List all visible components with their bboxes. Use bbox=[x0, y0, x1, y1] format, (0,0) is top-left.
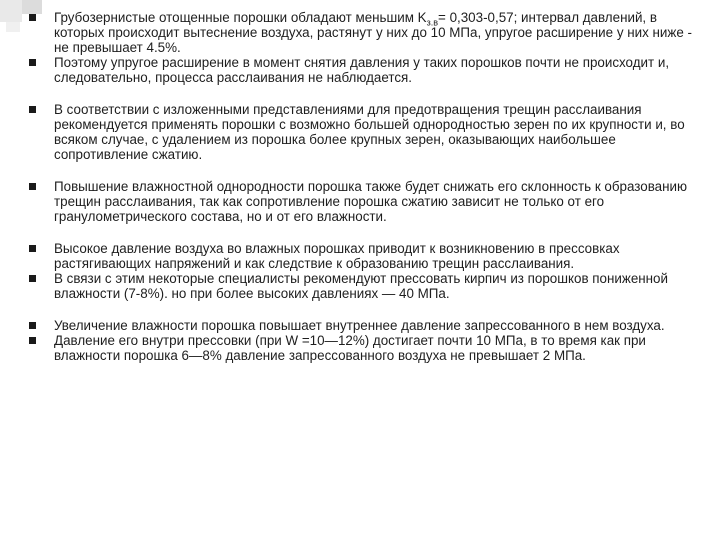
bullet-item bbox=[26, 333, 706, 363]
square-bullet-icon bbox=[29, 183, 36, 190]
bullet-item bbox=[26, 271, 706, 301]
bullet-text: Грубозернистые отощенные порошки обладают меньшим $K_{з.в}= 0,303-0,57$; интервал давлений, в которых происходит вытеснение воздуха, растянут у них до 10 МПа, упругое расширение у них ниже - не превышает 4.5%. bbox=[54, 10, 692, 55]
corner-decoration bbox=[6, 22, 20, 32]
corner-decoration bbox=[0, 0, 22, 22]
slide-body bbox=[26, 10, 706, 363]
square-bullet-icon bbox=[29, 275, 36, 282]
bullet-item bbox=[26, 10, 706, 55]
square-bullet-icon bbox=[29, 14, 36, 21]
bullet-text: Поэтому упругое расширение в момент снятия давления у таких порошков почти не происходит и, следовательно, процесса расслаивания не наблюдается. bbox=[54, 55, 670, 85]
bullet-item bbox=[26, 241, 706, 271]
bullet-text: Высокое давление воздуха во влажных порошках приводит к возникновению в прессовках растягивающих напряжений и как следствие к образованию трещин расслаивания. bbox=[54, 241, 620, 271]
bullet-text: В соответствии с изложенными представлениями для предотвращения трещин расслаивания рекомендуется применять порошки с возможно большей однородностью зерен по их крупности и, во всяком случае, с удалением из порошка более крупных зерен, оказывающих наибольшее сопротивление сжатию. bbox=[54, 102, 685, 162]
bullet-item bbox=[26, 102, 706, 162]
square-bullet-icon bbox=[29, 245, 36, 252]
bullet-text: Увеличение влажности порошка повышает внутреннее давление запрессованного в нем воздуха. bbox=[54, 318, 665, 333]
bullet-text: Повышение влажностной однородности порошка также будет снижать его склонность к образованию трещин расслаивания, так как сопротивление порошка сжатию зависит не только от его гранулометрического состава, но и от его влажности. bbox=[54, 179, 688, 224]
square-bullet-icon bbox=[29, 59, 36, 66]
square-bullet-icon bbox=[29, 322, 36, 329]
bullet-text: Давление его внутри прессовки (при W =10—12%) достигает почти 10 МПа, в то время как при влажности порошка 6—8% давление запрессованного воздуха не превышает 2 МПа. bbox=[54, 333, 646, 363]
bullet-item bbox=[26, 55, 706, 85]
square-bullet-icon bbox=[29, 337, 36, 344]
bullet-text: В связи с этим некоторые специалисты рекомендуют прессовать кирпич из порошков пониженной влажности (7-8%). но при более высоких давлениях — 40 МПа. bbox=[54, 271, 668, 301]
square-bullet-icon bbox=[29, 106, 36, 113]
bullet-item bbox=[26, 179, 706, 224]
bullet-item bbox=[26, 318, 706, 333]
